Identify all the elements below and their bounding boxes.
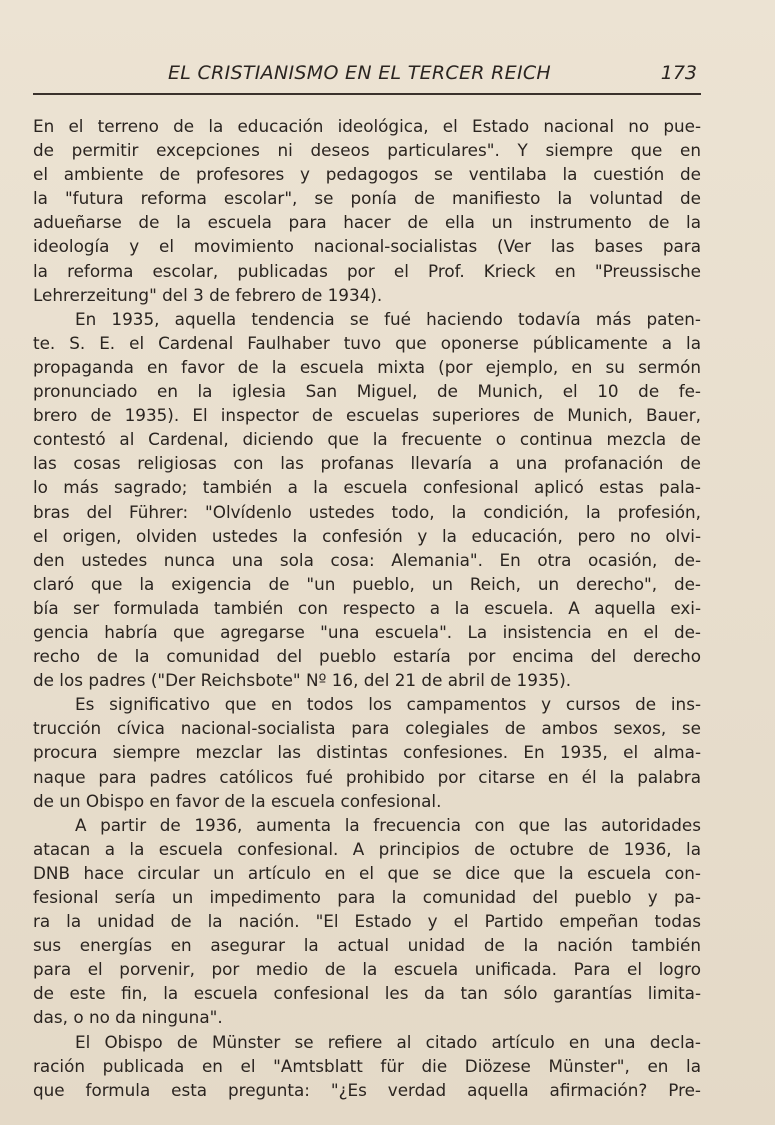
text-line: contestó al Cardenal, diciendo que la frecuente o continua mezcla de [33,429,701,450]
text-line: A partir de 1936, aumenta la frecuencia con que las autoridades [75,814,701,835]
text-line: que formula esta pregunta: "¿Es verdad aquella afirmación? Pre- [33,1079,701,1100]
text-line: bras del Führer: "Olvídenlo ustedes todo, la condición, la profesión, [33,501,701,522]
text-line: bía ser formulada también con respecto a la escuela. A aquella exi- [33,597,701,618]
text-line: pronunciado en la iglesia San Miguel, de Munich, el 10 de fe- [33,381,701,402]
text-line: la "futura reforma escolar", se ponía de manifiesto la voluntad de [33,188,701,209]
text-line: de este fin, la escuela confesional les da tan sólo garantías limita- [33,983,701,1004]
text-line: das, o no da ninguna". [33,1007,223,1028]
text-line: Es significativo que en todos los campamentos y cursos de ins- [75,694,701,715]
text-line: lo más sagrado; también a la escuela confesional aplicó estas pala- [33,477,701,498]
text-line: Lehrerzeitung" del 3 de febrero de 1934). [33,284,383,305]
text-line: sus energías en asegurar la actual unidad de la nación también [33,935,701,956]
text-line: las cosas religiosas con las profanas llevaría a una profanación de [33,453,701,474]
text-line: El Obispo de Münster se refiere al citado artículo en una decla- [75,1031,701,1052]
text-line: fesional sería un impedimento para la comunidad del pueblo y pa- [33,887,701,907]
text-line: para el porvenir, por medio de la escuela unificada. Para el logro [33,959,701,980]
text-line: den ustedes nunca una sola cosa: Alemania". En otra ocasión, de- [33,549,701,570]
running-head [33,62,701,92]
text-line: trucción cívica nacional-socialista para colegiales de ambos sexos, se [33,718,701,739]
text-line: recho de la comunidad del pueblo estaría por encima del derecho [33,646,701,667]
text-line: ideología y el movimiento nacional-socialistas (Ver las bases para [33,236,701,257]
text-line: propaganda en favor de la escuela mixta (por ejemplo, en su sermón [33,356,701,377]
text-line: claró que la exigencia de "un pueblo, un Reich, un derecho", de- [33,573,701,594]
text-line: gencia habría que agregarse "una escuela". La insistencia en el de- [33,621,701,642]
text-line: atacan a la escuela confesional. A principios de octubre de 1936, la [33,838,701,859]
text-line: de un Obispo en favor de la escuela confesional. [33,790,442,811]
text-line: En 1935, aquella tendencia se fué haciendo todavía más paten- [75,308,701,329]
text-line: ración publicada en el "Amtsblatt für die Diözese Münster", en la [33,1055,701,1076]
body-text [33,114,701,1102]
text-line: En el terreno de la educación ideológica, el Estado nacional no pue- [33,116,701,136]
page-number: 173 [660,62,697,84]
text-line: te. S. E. el Cardenal Faulhaber tuvo que oponerse públicamente a la [33,332,701,353]
text-line: ra la unidad de la nación. "El Estado y el Partido empeñan todas [33,911,701,932]
text-line: brero de 1935). El inspector de escuelas superiores de Munich, Bauer, [33,405,701,426]
text-line: la reforma escolar, publicadas por el Prof. Krieck en "Preussische [33,260,701,281]
text-line: procura siempre mezclar las distintas confesiones. En 1935, el alma- [33,742,701,763]
text-line: DNB hace circular un artículo en el que se dice que la escuela con- [33,862,701,883]
header-rule [33,93,701,95]
text-line: adueñarse de la escuela para hacer de ella un instrumento de la [33,212,701,233]
text-line: de los padres ("Der Reichsbote" Nº 16, del 21 de abril de 1935). [33,670,572,691]
text-line: de permitir excepciones ni deseos particulares". Y siempre que en [33,140,701,161]
running-head-title: EL CRISTIANISMO EN EL TERCER REICH [168,62,552,84]
text-line: el ambiente de profesores y pedagogos se ventilaba la cuestión de [33,164,701,185]
text-line: naque para padres católicos fué prohibido por citarse en él la palabra [33,766,701,787]
text-line: el origen, olviden ustedes la confesión y la educación, pero no olvi- [33,525,701,546]
